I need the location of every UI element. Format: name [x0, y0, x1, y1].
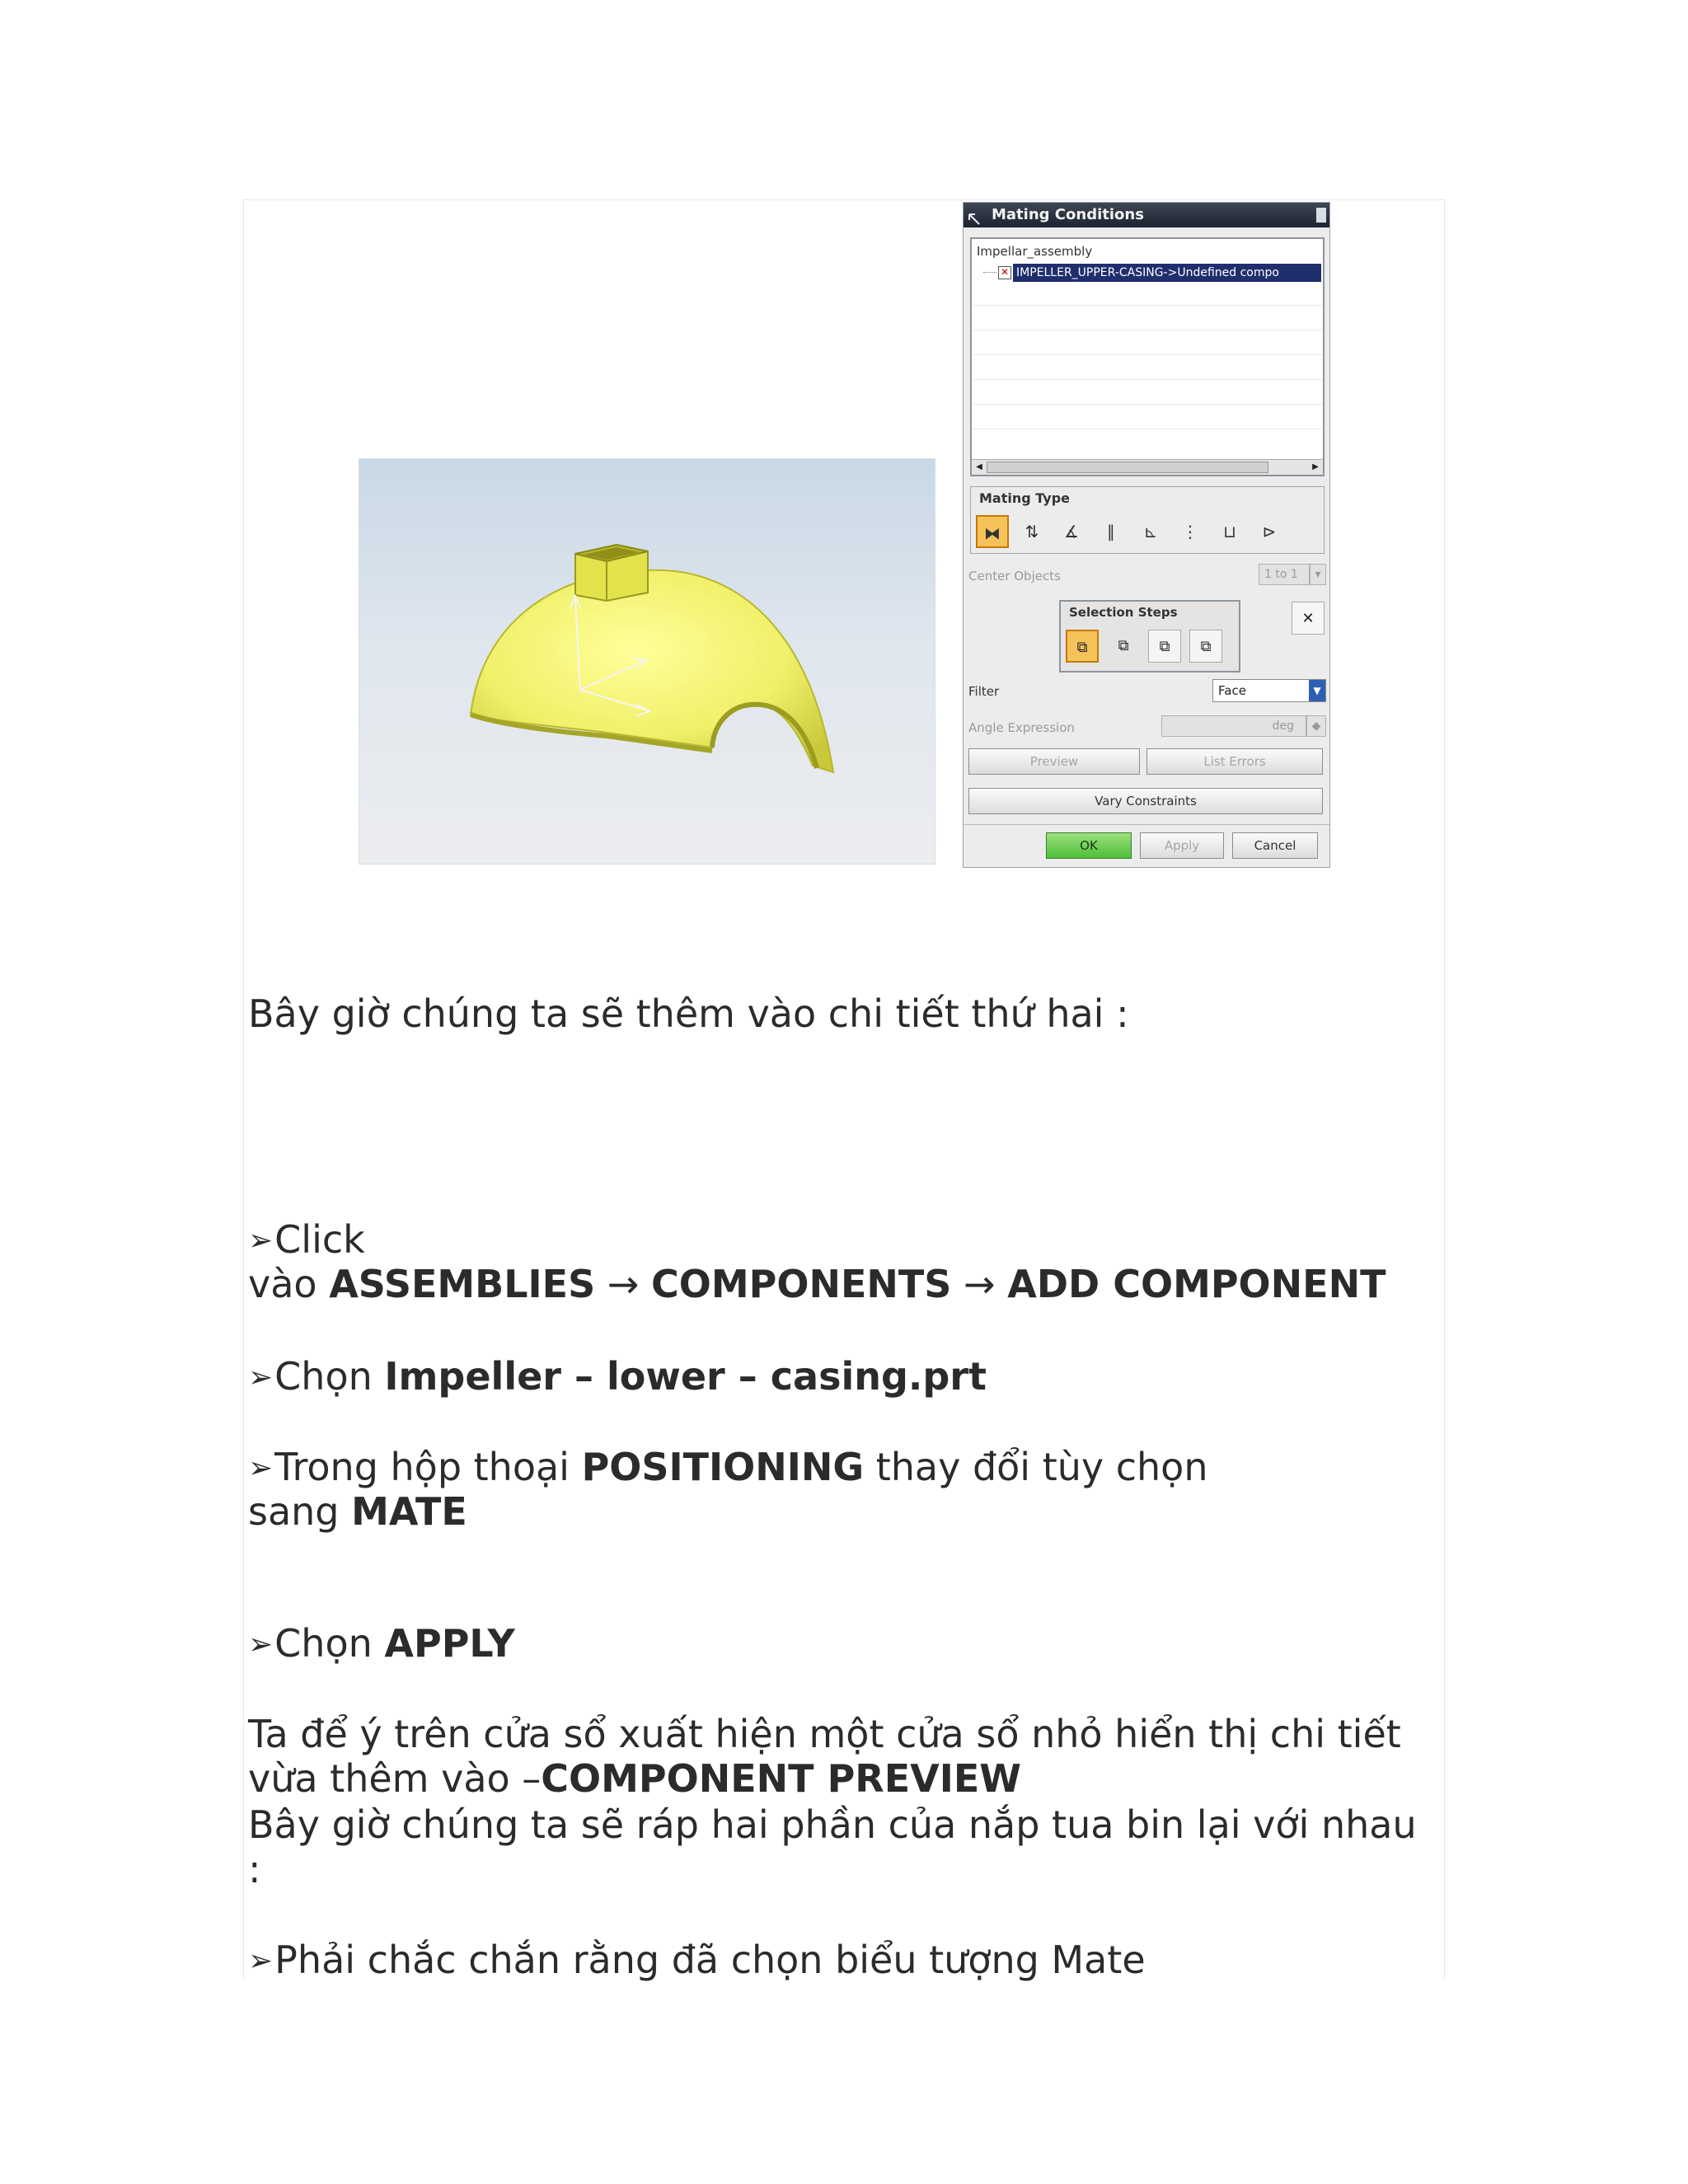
dialog-titlebar[interactable]: [964, 203, 1329, 227]
bullet-arrow-icon: ➢: [248, 1224, 274, 1258]
selection-steps-label: Selection Steps: [1069, 605, 1178, 620]
angle-expression-label: Angle Expression: [968, 720, 1075, 735]
mating-type-toolbar: [976, 515, 1322, 548]
para1-line2: vừa thêm vào –COMPONENT PREVIEW: [248, 1756, 1022, 1801]
dialog-menu-icon[interactable]: [968, 209, 980, 220]
step-third-icon[interactable]: ⧉: [1148, 630, 1181, 663]
assembly-tree[interactable]: [970, 237, 1325, 476]
step4-text: ➢Chọn APPLY: [248, 1620, 515, 1668]
model-viewport: [359, 458, 935, 865]
para2-line1: Bây giờ chúng ta sẽ ráp hai phần của nắp tua bin lại với nhau: [248, 1802, 1417, 1847]
tree-row: [972, 305, 1323, 306]
bullet-arrow-icon: ➢: [248, 1628, 274, 1661]
ok-button[interactable]: OK: [1046, 832, 1132, 859]
step-fourth-icon[interactable]: ⧉: [1189, 630, 1222, 663]
filter-dropdown-icon[interactable]: ▼: [1309, 680, 1325, 701]
tree-row: [972, 379, 1323, 380]
step5-text: ➢Phải chắc chắn rằng đã chọn biểu tượng Mate: [248, 1937, 1146, 1985]
mating-conditions-dialog: [963, 202, 1330, 868]
impeller-casing-model: [359, 459, 936, 865]
bullet-arrow-icon: ➢: [248, 1361, 274, 1394]
menu-assemblies: ASSEMBLIES: [329, 1262, 596, 1306]
menu-add-component: ADD COMPONENT: [1007, 1262, 1386, 1306]
intro-text: Bây giờ chúng ta sẽ thêm vào chi tiết thứ hai :: [248, 991, 1129, 1036]
tree-row: [972, 404, 1323, 405]
tree-selected-item[interactable]: IMPELLER_UPPER-CASING->Undefined compo: [1013, 264, 1321, 282]
mating-type-label: Mating Type: [979, 490, 1071, 506]
center-icon[interactable]: ⋮: [1182, 522, 1198, 541]
scroll-right-icon[interactable]: ▶: [1312, 462, 1319, 471]
tree-row: [972, 354, 1323, 355]
dialog-footer-divider: [964, 824, 1329, 825]
distance-icon[interactable]: ⊔: [1223, 522, 1236, 541]
menu-components: COMPONENTS: [651, 1262, 952, 1306]
scroll-thumb[interactable]: [987, 462, 1268, 473]
filter-value: Face: [1218, 683, 1246, 698]
vary-constraints-button[interactable]: Vary Constraints: [968, 788, 1323, 814]
parallel-icon[interactable]: ∥: [1107, 522, 1115, 541]
filter-select[interactable]: [1212, 679, 1326, 702]
scroll-left-icon[interactable]: ◀: [976, 462, 982, 471]
mating-type-group: [970, 486, 1325, 554]
align-icon[interactable]: ⇅: [1025, 522, 1039, 541]
step-from-icon[interactable]: ⧉: [1066, 630, 1099, 663]
tree-branch-line: [983, 272, 996, 273]
para1-line1: Ta để ý trên cửa sổ xuất hiện một cửa sổ nhỏ hiển thị chi tiết: [248, 1712, 1401, 1756]
bullet-arrow-icon: ➢: [248, 1451, 274, 1485]
step1-line1: ➢Click: [248, 1216, 365, 1264]
center-objects-select[interactable]: 1 to 1: [1259, 564, 1310, 585]
selection-steps-group: [1059, 600, 1240, 673]
angle-expression-input[interactable]: deg: [1161, 715, 1306, 737]
tree-root-label: Impellar_assembly: [977, 244, 1093, 259]
step3-line2: sang MATE: [248, 1489, 467, 1534]
center-objects-dropdown-icon[interactable]: ▾: [1310, 564, 1326, 585]
apply-button[interactable]: Apply: [1140, 832, 1224, 859]
cancel-button[interactable]: Cancel: [1232, 832, 1318, 859]
dialog-title: Mating Conditions: [992, 206, 1144, 223]
step2-text: ➢Chọn Impeller – lower – casing.prt: [248, 1353, 987, 1401]
mate-icon[interactable]: ⧓: [976, 515, 1009, 548]
step1-line2: vào ASSEMBLIES → COMPONENTS → ADD COMPONENT: [248, 1262, 1386, 1306]
step-to-icon[interactable]: ⧉: [1118, 637, 1129, 654]
bullet-arrow-icon: ➢: [248, 1944, 274, 1978]
tree-item-checkbox[interactable]: ✕: [998, 266, 1011, 279]
tree-horizontal-scrollbar[interactable]: [972, 459, 1323, 475]
para2-line2: :: [248, 1847, 261, 1891]
perpendicular-icon[interactable]: ⊾: [1143, 522, 1158, 541]
list-errors-button[interactable]: List Errors: [1146, 748, 1323, 775]
filter-label: Filter: [968, 684, 1000, 699]
step3-line1: ➢Trong hộp thoại POSITIONING thay đổi tùy chọn: [248, 1444, 1207, 1492]
center-objects-label: Center Objects: [968, 569, 1061, 583]
dialog-collapse-icon[interactable]: [1316, 208, 1326, 223]
angle-icon[interactable]: ∡: [1064, 522, 1079, 541]
tangent-icon[interactable]: ⊳: [1262, 522, 1277, 541]
preview-button[interactable]: Preview: [968, 748, 1140, 775]
angle-expression-menu-icon[interactable]: ◆: [1306, 715, 1326, 737]
reverse-direction-icon[interactable]: ✕: [1292, 602, 1325, 635]
